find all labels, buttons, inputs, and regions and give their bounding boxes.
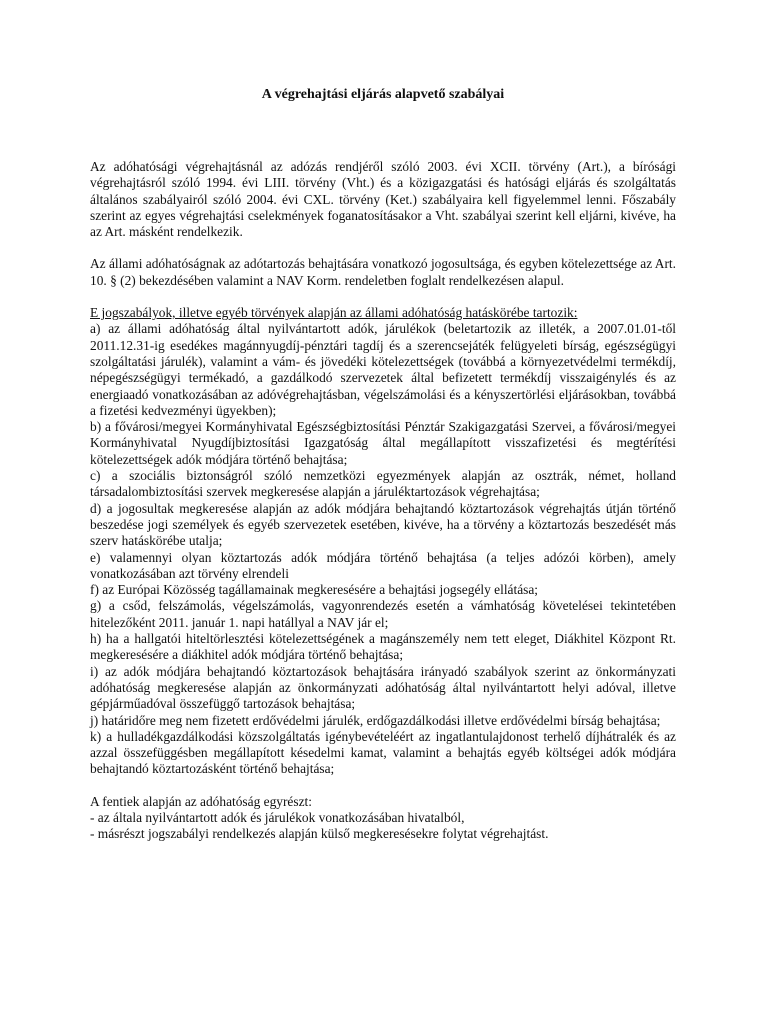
document-page — [90, 86, 676, 843]
list-item-a: a) az állami adóhatóság által nyilvántartott adók, járulékok (beletartozik az illeték, a 2007.01.01-től 2011.12.31-ig esedékes magánnyugdíj-pénztári tagdíj és a szerencsejáték felügyeleti bírság, egészségügyi szolgáltatási járulék), valamint a vám- és jövedéki kötelezettségek (továbbá a környezetvédelmi termékdíj, népegészségügyi termékadó, a gazdálkodó szervezetek által befizetett termékdíj visszaigénylés és az energiaadó vonatkozásában az adóvégrehajtásban, végelszámolási és a kényszertörlési eljárásokban, továbbá a fizetési kedvezményi ügyekben); — [90, 321, 676, 418]
closing-intro: A fentiek alapján az adóhatóság egyrészt: — [90, 793, 312, 809]
competence-list — [90, 321, 676, 777]
list-item-e: e) valamennyi olyan köztartozás adók módjára történő behajtása (a teljes adózói körben), amely vonatkozásában azt törvény elrendeli — [90, 549, 676, 581]
spacer — [90, 778, 676, 794]
list-item-g: g) a csőd, felszámolás, végelszámolás, vagyonrendezés esetén a vámhatóság követelései tekintetében hitelezőként 2011. január 1. napi hatállyal a NAV jár el; — [90, 598, 676, 630]
list-item-k: k) a hulladékgazdálkodási közszolgáltatás igénybevételéért az ingatlantulajdonost terhelő díjhátralék és az azzal összefüggésben megállapított késedelmi kamat, valamint a behajtás egyéb költségei adók módjára behajtandó köztartozásként történő behajtása; — [90, 728, 676, 777]
list-heading: E jogszabályok, illetve egyéb törvények alapján az állami adóhatóság hatáskörébe tartozik: — [90, 305, 578, 321]
list-item-f: f) az Európai Közösség tagállamainak megkeresésére a behajtási jogsegély ellátása; — [90, 582, 539, 598]
closing-item-1: - az általa nyilvántartott adók és járulékok vonatkozásában hivatalból, — [90, 809, 465, 825]
document-title: A végrehajtási eljárás alapvető szabályai — [261, 87, 505, 102]
list-item-h: h) ha a hallgatói hiteltörlesztési kötelezettségének a magánszemély nem tett eleget, Diákhitel Központ Rt. megkeresésére a diákhitel adók módjára történő behajtása; — [90, 631, 676, 663]
list-item-i: i) az adók módjára behajtandó köztartozások behajtására irányadó szabályok szerint az önkormányzati adóhatóság megkeresése alapján az önkormányzati adóhatóság által nyilvántartott helyi adóval, illetve gépjárműadóval összefüggő tartozások behajtása; — [90, 663, 676, 712]
list-item-b: b) a fővárosi/megyei Kormányhivatal Egészségbiztosítási Pénztár Szakigazgatási Szervei, a fővárosi/megyei Kormányhivatal Nyugdíjbiztosítási Igazgatóság által megállapított visszafizetési és megtérítési kötelezettségek adók módjára történő behajtása; — [90, 419, 676, 467]
closing-item-2: - másrészt jogszabályi rendelkezés alapján külső megkeresésekre folytat végrehajtást. — [90, 826, 549, 842]
list-item-c: c) a szociális biztonságról szóló nemzetközi egyezmények alapján az osztrák, német, holland társadalombiztosítási szervek megkeresése alapján a járuléktartozások végrehajtása; — [90, 468, 676, 500]
list-item-j: j) határidőre meg nem fizetett erdővédelmi járulék, erdőgazdálkodási illetve erdővédelmi bírság behajtása; — [90, 712, 661, 728]
paragraph-legal-basis: Az adóhatósági végrehajtásnál az adózás rendjéről szóló 2003. évi XCII. törvény (Art.), a bírósági végrehajtásról szóló 1994. évi LIII. törvény (Vht.) és a közigazgatási és hatósági eljárás és szolgáltatás általános szabályairól szóló 2004. évi CXL. törvény (Ket.) szabályaira kell figyelemmel lenni. Főszabály szerint az egyes végrehajtási cselekmények foganatosításakor a Vht. szabályai szerint kell eljárni, kivéve, ha az Art. másként rendelkezik. — [90, 159, 676, 240]
list-item-d: d) a jogosultak megkeresése alapján az adók módjára behajtandó köztartozások végrehajtás útján történő beszedése jogi személyek és egyéb szervezetek esetében, kivéve, ha a törvény a köztartozás beszedését más szerv hatáskörébe utalja; — [90, 500, 676, 549]
paragraph-authority: Az állami adóhatóságnak az adótartozás behajtására vonatkozó jogosultsága, és egyben kötelezettsége az Art. 10. § (2) bekezdésében valamint a NAV Korm. rendeletben foglalt rendelkezésen alapul. — [90, 256, 676, 288]
